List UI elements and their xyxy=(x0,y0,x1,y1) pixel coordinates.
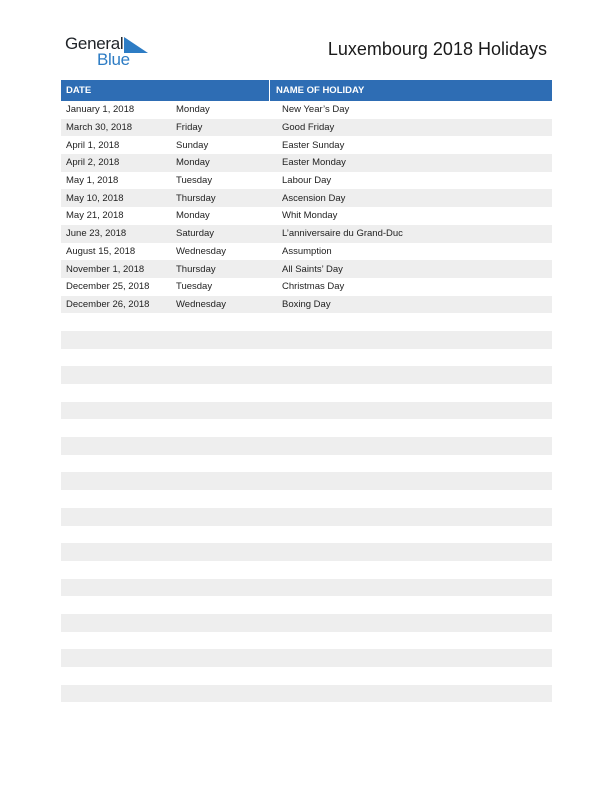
weekday-cell: Tuesday xyxy=(176,175,213,187)
holiday-name-cell: Boxing Day xyxy=(282,298,331,310)
table-row xyxy=(61,119,552,137)
table-body xyxy=(61,101,552,720)
holiday-name-cell: L’anniversaire du Grand-Duc xyxy=(282,228,403,240)
holiday-name-cell: New Year’s Day xyxy=(282,104,350,116)
weekday-cell: Saturday xyxy=(176,228,215,240)
empty-table-row xyxy=(61,685,552,703)
empty-table-row xyxy=(61,384,552,402)
empty-table-row xyxy=(61,596,552,614)
date-cell: April 1, 2018 xyxy=(66,139,120,151)
weekday-cell: Wednesday xyxy=(176,298,226,310)
holiday-name-cell: Assumption xyxy=(282,245,332,257)
holiday-table xyxy=(61,80,552,720)
table-row xyxy=(61,296,552,314)
date-cell: May 1, 2018 xyxy=(66,175,119,187)
empty-table-row xyxy=(61,649,552,667)
empty-table-row xyxy=(61,349,552,367)
date-cell: December 26, 2018 xyxy=(66,298,150,310)
weekday-cell: Friday xyxy=(176,122,203,134)
date-cell: August 15, 2018 xyxy=(66,245,136,257)
date-cell: January 1, 2018 xyxy=(66,104,135,116)
logo-word-blue: Blue xyxy=(97,50,130,69)
holiday-name-cell: Easter Monday xyxy=(282,157,346,169)
empty-table-row xyxy=(61,490,552,508)
weekday-cell: Thursday xyxy=(176,192,216,204)
column-header-name: NAME OF HOLIDAY xyxy=(276,85,365,96)
holiday-name-cell: Whit Monday xyxy=(282,210,338,222)
weekday-cell: Monday xyxy=(176,210,210,222)
table-row xyxy=(61,136,552,154)
holiday-name-cell: Ascension Day xyxy=(282,192,346,204)
column-header-date: DATE xyxy=(61,80,270,101)
empty-table-row xyxy=(61,508,552,526)
empty-table-row xyxy=(61,579,552,597)
empty-table-row xyxy=(61,543,552,561)
logo-word-general: General xyxy=(65,34,124,53)
empty-table-row xyxy=(61,366,552,384)
table-header xyxy=(61,80,552,101)
weekday-cell: Sunday xyxy=(176,139,209,151)
holiday-name-cell: Labour Day xyxy=(282,175,332,187)
table-row xyxy=(61,260,552,278)
date-cell: May 21, 2018 xyxy=(66,210,124,222)
date-cell: May 10, 2018 xyxy=(66,192,124,204)
empty-table-row xyxy=(61,702,552,720)
date-cell: March 30, 2018 xyxy=(66,122,133,134)
table-row xyxy=(61,101,552,119)
empty-table-row xyxy=(61,614,552,632)
date-cell: November 1, 2018 xyxy=(66,263,145,275)
table-row xyxy=(61,207,552,225)
weekday-cell: Tuesday xyxy=(176,281,213,293)
table-row xyxy=(61,243,552,261)
table-row xyxy=(61,172,552,190)
empty-table-row xyxy=(61,561,552,579)
holiday-name-cell: Easter Sunday xyxy=(282,139,345,151)
empty-table-row xyxy=(61,632,552,650)
weekday-cell: Monday xyxy=(176,104,210,116)
empty-table-row xyxy=(61,667,552,685)
table-row xyxy=(61,154,552,172)
holiday-name-cell: Christmas Day xyxy=(282,281,345,293)
empty-table-row xyxy=(61,331,552,349)
empty-table-row xyxy=(61,313,552,331)
weekday-cell: Wednesday xyxy=(176,245,226,257)
general-blue-logo xyxy=(65,34,155,70)
empty-table-row xyxy=(61,455,552,473)
empty-table-row xyxy=(61,419,552,437)
table-row xyxy=(61,278,552,296)
page-title: Luxembourg 2018 Holidays xyxy=(327,39,547,59)
holiday-name-cell: All Saints’ Day xyxy=(282,263,343,275)
weekday-cell: Thursday xyxy=(176,263,216,275)
date-cell: April 2, 2018 xyxy=(66,157,120,169)
table-row xyxy=(61,189,552,207)
empty-table-row xyxy=(61,472,552,490)
empty-table-row xyxy=(61,437,552,455)
date-cell: December 25, 2018 xyxy=(66,281,150,293)
table-row xyxy=(61,225,552,243)
date-cell: June 23, 2018 xyxy=(66,228,127,240)
weekday-cell: Monday xyxy=(176,157,210,169)
holiday-name-cell: Good Friday xyxy=(282,122,335,134)
empty-table-row xyxy=(61,402,552,420)
empty-table-row xyxy=(61,526,552,544)
